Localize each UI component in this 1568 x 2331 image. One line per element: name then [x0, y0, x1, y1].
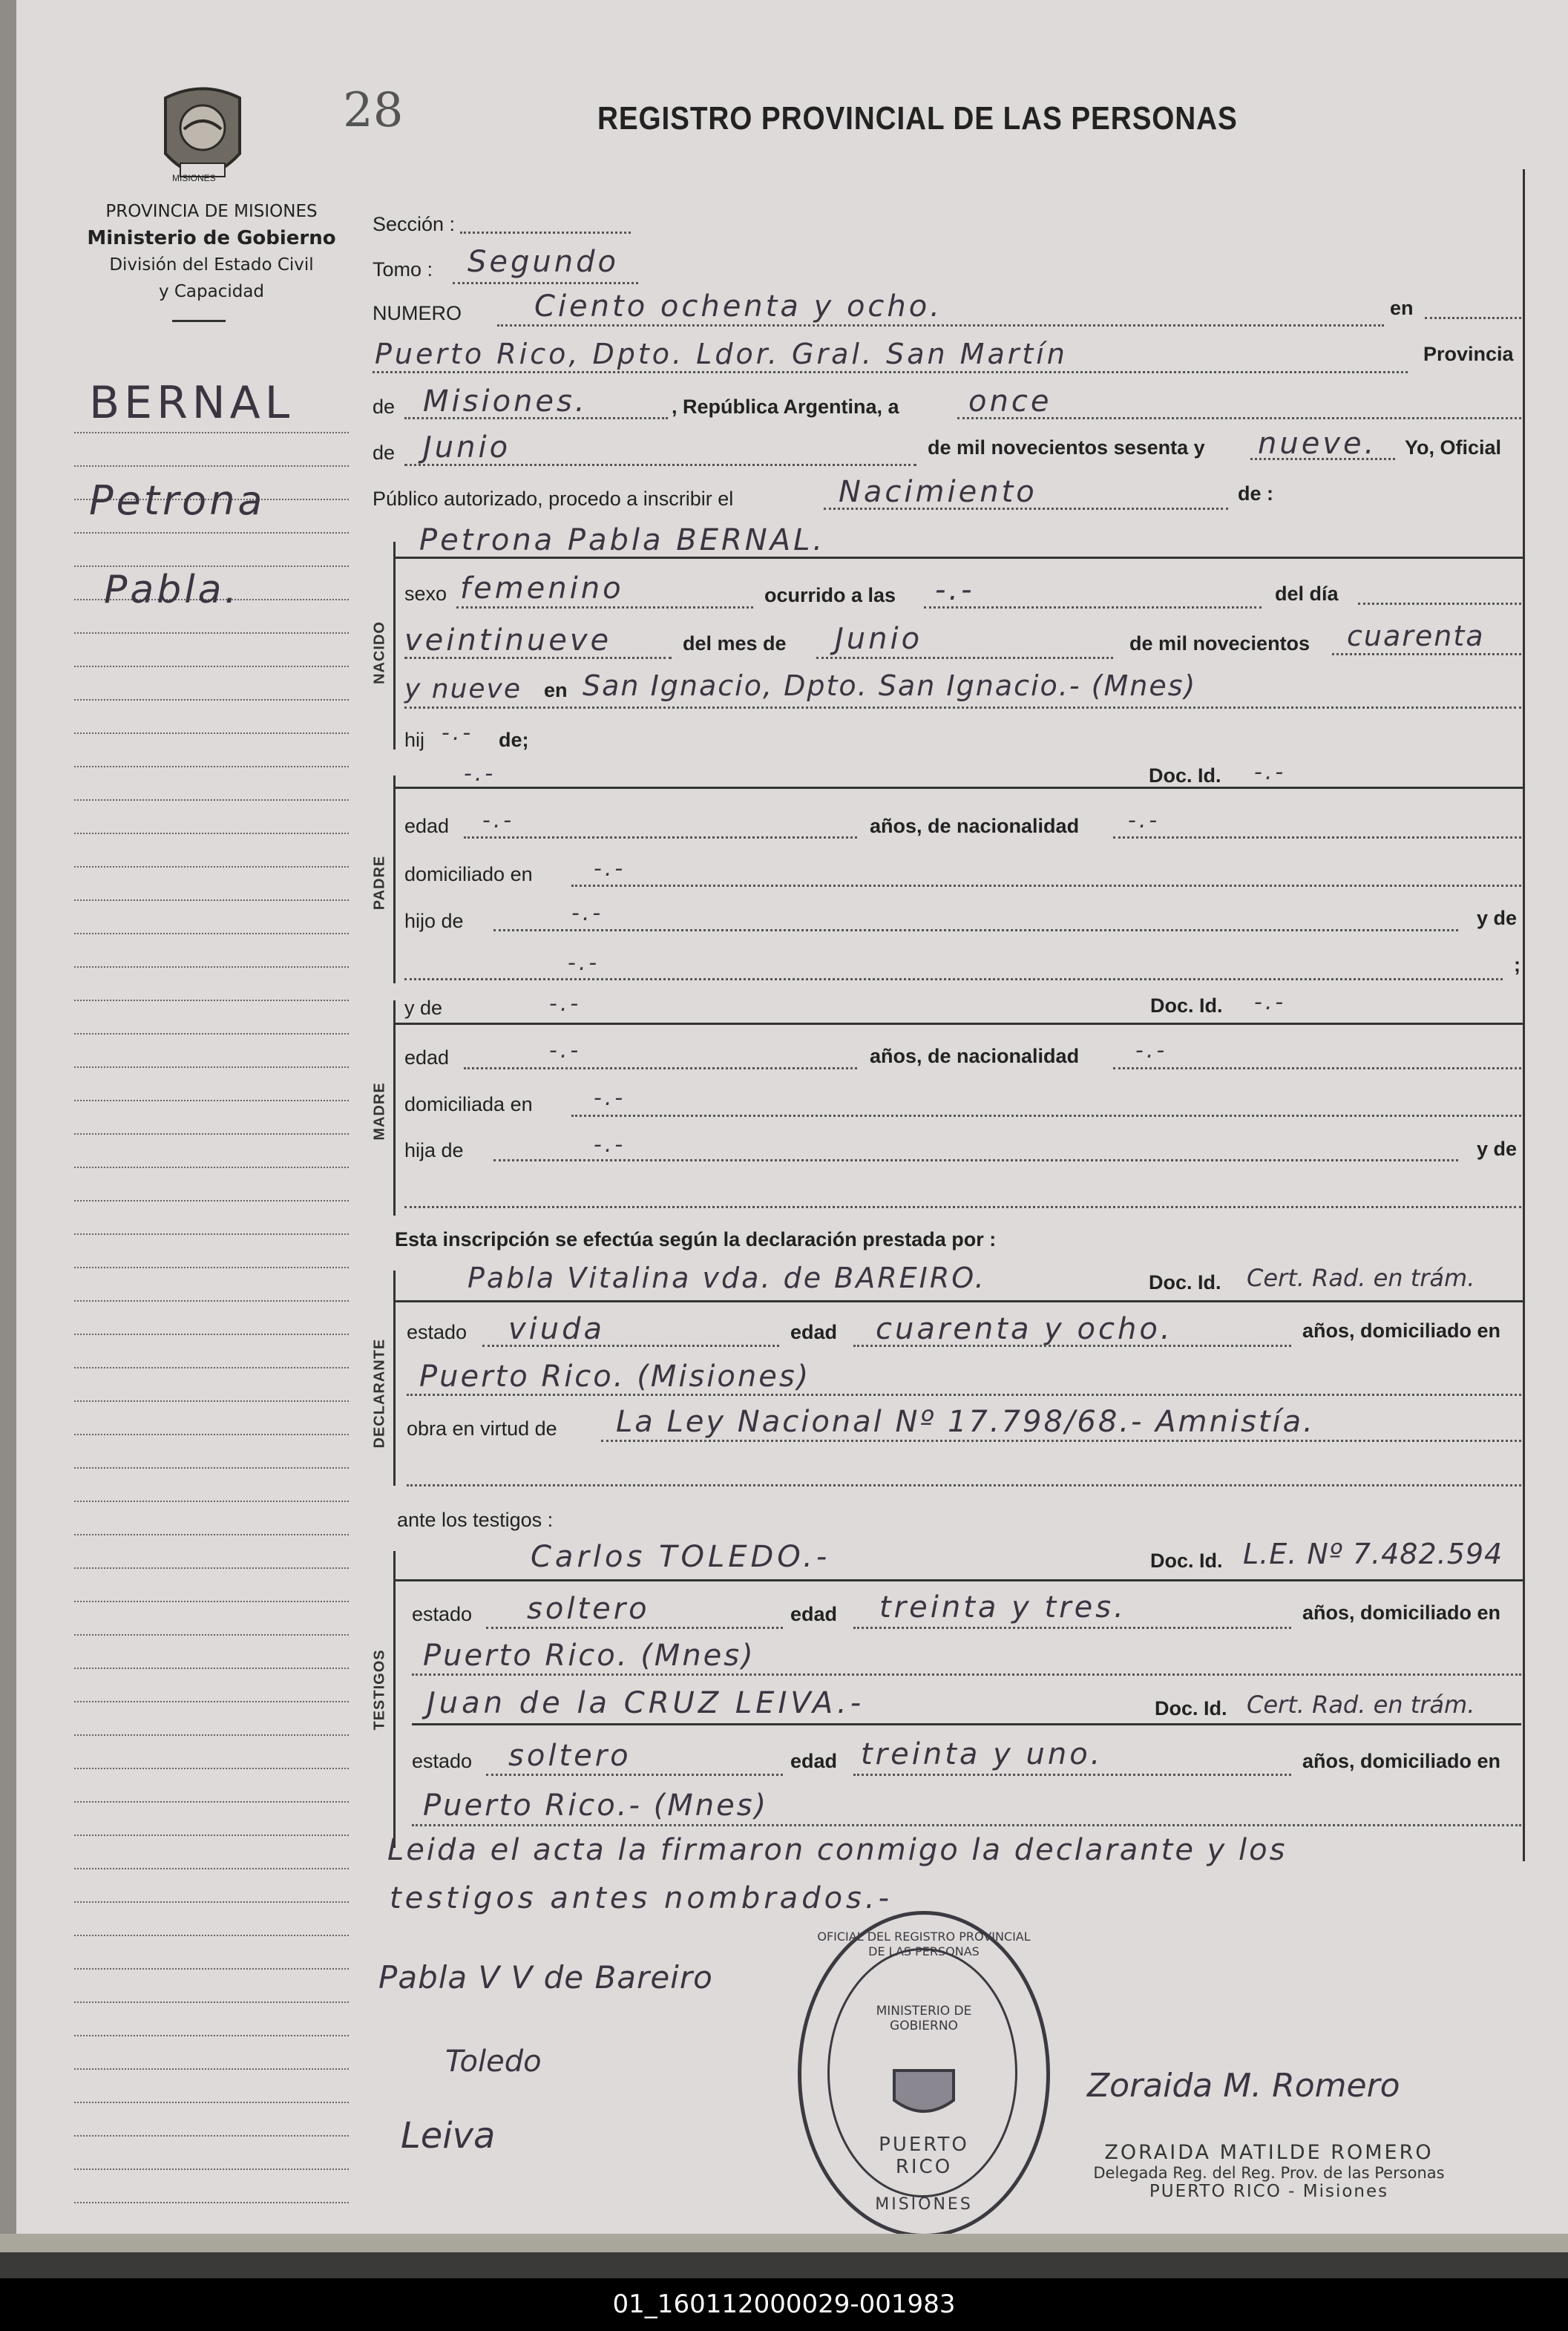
hij-label: hij: [404, 729, 425, 751]
cierre-line-1: Leida el acta la firmaron conmigo la declarante y los: [387, 1833, 1287, 1867]
declarante-bracket: [393, 1271, 396, 1486]
padre-edad-value: -.-: [482, 807, 515, 833]
margin-name-2: Pabla.: [104, 568, 240, 612]
madre-edad-value: -.-: [549, 1037, 582, 1063]
de-colon-label: de :: [1238, 482, 1274, 505]
lugar-line: [373, 371, 1408, 373]
madre-hija-de-line: [493, 1159, 1458, 1161]
padre-hijo-de-value: -.-: [571, 900, 604, 926]
madre-nac-line: [1113, 1067, 1521, 1069]
republica-label: , República Argentina, a: [672, 396, 899, 418]
stamp-bottom-text: PUERTO RICO: [879, 2134, 969, 2178]
testigo2-doc-label: Doc. Id.: [1155, 1697, 1227, 1719]
sexo-label: sexo: [404, 583, 447, 605]
page-bottom-edge: [0, 2234, 1568, 2252]
padre-doc-value: -.-: [1254, 759, 1287, 785]
declarante-edad-label: edad: [790, 1321, 838, 1343]
padre-domicilio-value: -.-: [594, 856, 626, 882]
obra-value: La Ley Nacional Nº 17.798/68.- Amnistía.: [616, 1405, 1315, 1439]
officer-role: Delegada Reg. del Reg. Prov. de las Personas: [1093, 2164, 1445, 2182]
anio-nac-line: [1332, 653, 1521, 655]
declarante-domicilio-value: Puerto Rico. (Misiones): [419, 1360, 811, 1394]
testigo2-doc-value: Cert. Rad. en trám.: [1247, 1691, 1475, 1719]
testigo2-estado-value: soltero: [508, 1739, 632, 1773]
dia-inscripcion-value: once: [968, 384, 1052, 419]
testigo1-edad-value: treinta y tres.: [879, 1590, 1126, 1625]
form-right-border: [1523, 169, 1525, 1861]
declarante-nombre-value: Pabla Vitalina vda. de BAREIRO.: [468, 1262, 986, 1294]
anio-inscripcion-value: nueve.: [1258, 427, 1377, 461]
ante-testigos-label: ante los testigos :: [397, 1509, 554, 1531]
declaracion-label: Esta inscripción se efectúa según la declaración prestada por :: [395, 1228, 997, 1250]
de-semi-label: de;: [499, 729, 529, 751]
en-nac-label: en: [544, 679, 568, 701]
officer-place: PUERTO RICO - Misiones: [1149, 2182, 1389, 2201]
del-dia-line: [1358, 603, 1521, 605]
madre-y-de-label: y de: [404, 997, 443, 1019]
seccion-line: [460, 232, 631, 234]
testigo2-edad-label: edad: [790, 1750, 838, 1772]
left-header-province: PROVINCIA DE MISIONES: [105, 202, 318, 221]
sexo-value: femenino: [460, 571, 624, 606]
madre-doc-value: -.-: [1254, 989, 1287, 1015]
de-label-2: de: [373, 442, 396, 464]
stamp-ring-text: OFICIAL DEL REGISTRO PROVINCIAL DE LAS PERSONAS: [817, 1930, 1031, 1958]
testigo1-doc-value: L.E. Nº 7.482.594: [1243, 1538, 1503, 1570]
officer-block: [1039, 2141, 1499, 2201]
testigo2-domicilio-line: [412, 1824, 1521, 1826]
testigo2-edad-value: treinta y uno.: [861, 1737, 1103, 1771]
sexo-line: [456, 606, 753, 609]
side-label-testigos: TESTIGOS: [371, 1649, 388, 1731]
lugar-value: Puerto Rico, Dpto. Ldor. Gral. San Martín: [375, 338, 1068, 370]
padre-edad-label: edad: [404, 815, 450, 837]
madre-top-rule: [393, 1023, 1523, 1025]
en-line: [1425, 317, 1521, 319]
madre-nombre-value: -.-: [549, 991, 582, 1017]
testigo1-domicilio-value: Puerto Rico. (Mnes): [423, 1639, 755, 1673]
testigo1-edad-line: [853, 1627, 1291, 1629]
madre-hija-de-value: -.-: [594, 1132, 626, 1158]
numero-value: Ciento ochenta y ocho.: [534, 289, 942, 324]
mil-sesenta-label: de mil novecientos sesenta y: [928, 436, 1205, 459]
tomo-line: [453, 282, 638, 284]
signature-testigo2: Leiva: [401, 2115, 496, 2157]
padre-nac-value: -.-: [1128, 807, 1161, 833]
ocurrido-label: ocurrido a las: [764, 584, 896, 606]
side-label-declarante: DECLARANTE: [371, 1338, 388, 1449]
testigo2-edad-line: [853, 1774, 1291, 1776]
madre-domicilio-line: [571, 1115, 1521, 1117]
testigo1-edad-label: edad: [790, 1603, 838, 1625]
publico-label: Público autorizado, procedo a inscribir el: [373, 488, 734, 510]
seccion-label: Sección :: [373, 213, 456, 235]
footer-image-id: 01_160112000029-001983: [0, 2278, 1568, 2331]
madre-hija-de-label: hija de: [404, 1139, 464, 1161]
padre-y-de-label: y de: [1477, 907, 1518, 929]
del-dia-label: del día: [1275, 583, 1339, 605]
declarante-edad-value: cuarenta y ocho.: [876, 1312, 1173, 1346]
mes-inscripcion-line: [404, 464, 916, 466]
acto-line: [824, 508, 1228, 510]
testigo2-domiciliado-label: años, domiciliado en: [1302, 1750, 1501, 1772]
provincia-line: [404, 417, 668, 419]
lugar-nac-line: [404, 706, 1521, 709]
testigo1-nombre-value: Carlos TOLEDO.-: [531, 1540, 831, 1574]
declarante-domicilio-line: [407, 1394, 1521, 1396]
testigo1-estado-value: soltero: [527, 1592, 650, 1626]
hij-value: -.-: [442, 720, 474, 746]
testigo1-doc-label: Doc. Id.: [1150, 1550, 1223, 1572]
dia-nac-value: veintinueve: [404, 623, 612, 658]
madre-edad-label: edad: [404, 1046, 450, 1069]
declarante-edad-line: [853, 1345, 1291, 1347]
hora-line: [924, 606, 1262, 609]
officer-name: ZORAIDA MATILDE ROMERO: [1104, 2141, 1434, 2164]
madre-nac-label: años, de nacionalidad: [870, 1045, 1080, 1067]
en-label: en: [1390, 297, 1414, 319]
madre-domicilio-value: -.-: [594, 1085, 626, 1111]
madre-doc-label: Doc. Id.: [1150, 994, 1223, 1017]
nombre-value: Petrona Pabla BERNAL.: [419, 523, 826, 557]
padre-bracket: [393, 776, 396, 983]
cierre-line-2: testigos antes nombrados.-: [390, 1881, 893, 1915]
left-header-capacity: y Capacidad: [158, 282, 265, 301]
padre-y-de-value: -.-: [568, 950, 600, 976]
declarante-end-line: [407, 1484, 1521, 1486]
dia-inscripcion-line: [957, 417, 1521, 419]
madre-y-de-label-2: y de: [1477, 1138, 1518, 1160]
left-header: [63, 198, 360, 305]
lugar-nac-value: San Ignacio, Dpto. San Ignacio.- (Mnes): [583, 669, 1197, 702]
madre-nac-value: -.-: [1135, 1037, 1168, 1063]
emblem-text: MISIONES: [172, 173, 216, 183]
testigos-top-rule: [393, 1579, 1523, 1581]
testigo1-domiciliado-label: años, domiciliado en: [1302, 1601, 1501, 1624]
declarante-estado-line: [482, 1345, 779, 1347]
padre-domicilio-label: domiciliado en: [404, 863, 533, 885]
dia-nac-line: [404, 657, 672, 659]
testigo1-estado-label: estado: [412, 1603, 473, 1625]
declarante-doc-label: Doc. Id.: [1149, 1271, 1221, 1294]
declarante-top-rule: [393, 1300, 1523, 1302]
acto-value: Nacimiento: [839, 475, 1037, 509]
anio-nac-value-1: cuarenta: [1347, 620, 1485, 652]
mil-novecientos-label: de mil novecientos: [1129, 632, 1311, 655]
padre-nombre-value: -.-: [464, 761, 496, 787]
numero-label: NUMERO: [373, 302, 462, 324]
left-header-division: División del Estado Civil: [109, 255, 314, 275]
binding-edge: [0, 0, 16, 2252]
page-title: REGISTRO PROVINCIAL DE LAS PERSONAS: [597, 100, 1238, 137]
padre-domicilio-line: [571, 885, 1521, 887]
anio-inscripcion-line: [1250, 458, 1395, 460]
testigo2-nombre-value: Juan de la CRUZ LEIVA.-: [427, 1686, 865, 1720]
provincia-value: Misiones.: [423, 384, 588, 419]
madre-edad-line: [464, 1067, 857, 1069]
testigo2-rule: [412, 1723, 1521, 1725]
padre-top-rule: [393, 787, 1523, 789]
padre-y-de-line: [404, 978, 1503, 980]
signature-testigo1: Toledo: [445, 2045, 542, 2079]
yo-oficial-label: Yo, Oficial: [1405, 436, 1502, 459]
header-rule: [172, 320, 226, 322]
madre-y-de-line: [404, 1206, 1521, 1208]
hora-value: -.-: [935, 573, 975, 607]
side-label-nacido: NACIDO: [371, 621, 388, 684]
declarante-doc-value: Cert. Rad. en trám.: [1247, 1264, 1475, 1292]
mes-inscripcion-value: Junio: [423, 430, 511, 465]
nacido-bracket: [393, 542, 396, 750]
stamp-base-text: MISIONES: [875, 2195, 973, 2214]
padre-doc-label: Doc. Id.: [1149, 764, 1221, 787]
left-header-ministry: Ministerio de Gobierno: [87, 227, 336, 249]
padre-nac-line: [1113, 836, 1521, 839]
side-label-madre: MADRE: [371, 1082, 388, 1141]
padre-semicolon: ;: [1514, 954, 1521, 976]
official-stamp: [798, 1911, 1050, 2237]
margin-surname: BERNAL: [89, 377, 295, 429]
signature-declarante: Pabla V V de Bareiro: [378, 1959, 713, 1996]
stamp-emblem-icon: [887, 2063, 961, 2122]
obra-label: obra en virtud de: [407, 1417, 557, 1440]
margin-name-1: Petrona: [89, 477, 266, 524]
signature-oficial: Zoraida M. Romero: [1087, 2067, 1400, 2105]
mes-nac-value: Junio: [835, 622, 923, 656]
padre-hijo-de-line: [493, 929, 1458, 931]
padre-edad-line: [464, 836, 857, 839]
stamp-inner-text: MINISTERIO DE GOBIERNO: [876, 2004, 972, 2033]
testigo1-domicilio-line: [412, 1673, 1521, 1676]
padre-nac-label: años, de nacionalidad: [870, 815, 1080, 837]
testigo2-domicilio-value: Puerto Rico.- (Mnes): [423, 1789, 769, 1823]
side-label-padre: PADRE: [371, 855, 388, 911]
testigo2-estado-line: [486, 1774, 783, 1776]
declarante-estado-value: viuda: [508, 1312, 606, 1346]
declarante-domiciliado-label: años, domiciliado en: [1302, 1319, 1501, 1342]
tomo-value: Segundo: [468, 245, 619, 279]
padre-hijo-de-label: hijo de: [404, 910, 464, 932]
testigo1-estado-line: [486, 1627, 783, 1629]
declarante-estado-label: estado: [407, 1321, 468, 1343]
testigos-bracket: [393, 1551, 396, 1848]
madre-bracket: [393, 1000, 396, 1216]
page-number: 28: [343, 83, 404, 138]
provincia-label: Provincia: [1423, 343, 1514, 365]
mes-nac-line: [816, 657, 1113, 659]
testigo2-estado-label: estado: [412, 1750, 473, 1772]
tomo-label: Tomo :: [373, 258, 433, 281]
obra-line: [601, 1440, 1521, 1442]
madre-domicilio-label: domiciliada en: [404, 1093, 533, 1115]
de-label-1: de: [373, 396, 396, 418]
numero-line: [497, 324, 1384, 327]
del-mes-label: del mes de: [683, 632, 787, 655]
anio-nac-value-2: y nueve: [404, 674, 522, 704]
